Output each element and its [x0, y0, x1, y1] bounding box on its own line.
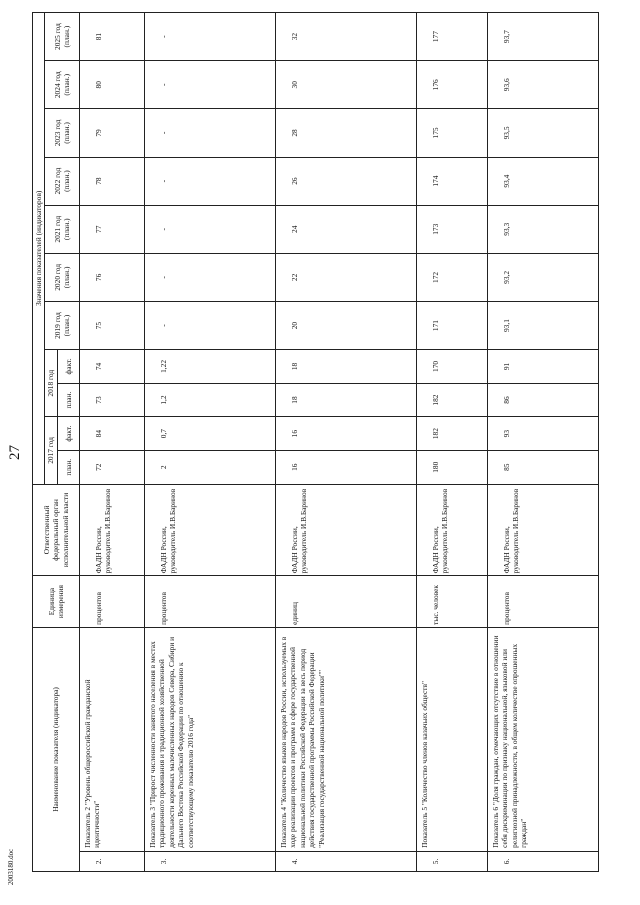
value-cell: 173 [416, 205, 487, 253]
org-cell: ФАДН России, руководитель И.В.Баринов [487, 484, 598, 576]
value-cell: 16 [275, 417, 416, 451]
unit-cell: процентов [79, 576, 144, 628]
page-number: 27 [6, 445, 23, 460]
header-2017-fact: факт. [57, 417, 79, 451]
value-cell: 73 [79, 383, 144, 417]
indicator-name: Показатель 3 "Прирост численности занятого населения в местах традиционного проживания и традиционной хозяйственной деятельности коренных малочисленных народов Севера, Сибири и Дальнего Востока Российской Федерации по отношению к соответствующему показателю 2016 года" [144, 627, 275, 851]
header-name: Наименование показателя (индикатора) [33, 627, 80, 871]
value-cell: 84 [79, 417, 144, 451]
value-cell: 16 [275, 450, 416, 484]
value-cell: 93,2 [487, 253, 598, 301]
indicator-name: Показатель 4 "Количество языков народов России, используемых в ходе реализации проектов и программ в сфере государственной национальной политики Российской Федерации за весь период действия государственной программы Российской Федерации "Реализация государственной национальной политики"" [275, 627, 416, 851]
value-cell: 93,3 [487, 205, 598, 253]
row-number: 6. [487, 851, 598, 871]
row-number: 5. [416, 851, 487, 871]
value-cell: 22 [275, 253, 416, 301]
value-cell: 32 [275, 13, 416, 61]
indicators-table [32, 12, 599, 872]
indicator-name: Показатель 2 "Уровень общероссийской гражданской идентичности" [79, 627, 144, 851]
value-cell: 75 [79, 301, 144, 349]
value-cell: 91 [487, 350, 598, 384]
unit-cell: единиц [275, 576, 416, 628]
table-row [416, 13, 487, 872]
value-cell: - [144, 253, 275, 301]
value-cell: 182 [416, 417, 487, 451]
value-cell: - [144, 205, 275, 253]
table-row [487, 13, 598, 872]
value-cell: - [144, 13, 275, 61]
value-cell: 93 [487, 417, 598, 451]
value-cell: 86 [487, 383, 598, 417]
value-cell: - [144, 61, 275, 109]
value-cell: 18 [275, 350, 416, 384]
value-cell: 93,1 [487, 301, 598, 349]
header-2017-plan: план. [57, 450, 79, 484]
value-cell: 93,7 [487, 13, 598, 61]
value-cell: 85 [487, 450, 598, 484]
value-cell: 0,7 [144, 417, 275, 451]
unit-cell: тыс. человек [416, 576, 487, 628]
value-cell: 79 [79, 109, 144, 157]
value-cell: 72 [79, 450, 144, 484]
value-cell: - [144, 109, 275, 157]
value-cell: 26 [275, 157, 416, 205]
org-cell: ФАДН России, руководитель И.В.Баринов [79, 484, 144, 576]
value-cell: 177 [416, 13, 487, 61]
value-cell: 20 [275, 301, 416, 349]
header-values-group: Значения показателей (индикаторов) [33, 13, 45, 485]
value-cell: 30 [275, 61, 416, 109]
header-2024: 2024 год (план.) [45, 61, 79, 109]
indicator-name: Показатель 6 "Доля граждан, отмечающих отсутствие в отношении себя дискриминации по признаку национальной, языковой или религиозной принадлежности, в общем количестве опрошенных граждан" [487, 627, 598, 851]
value-cell: 28 [275, 109, 416, 157]
header-2025: 2025 год (план.) [45, 13, 79, 61]
value-cell: 1,22 [144, 350, 275, 384]
table-row [275, 13, 416, 872]
header-unit: Единица измерения [33, 576, 80, 628]
org-cell: ФАДН России, руководитель И.В.Баринов [144, 484, 275, 576]
value-cell: 77 [79, 205, 144, 253]
header-org: Ответственный федеральный орган исполнительной власти [33, 484, 80, 576]
header-2018-plan: план. [57, 383, 79, 417]
value-cell: 175 [416, 109, 487, 157]
row-number: 3. [144, 851, 275, 871]
unit-cell: процентов [144, 576, 275, 628]
header-2023: 2023 год (план.) [45, 109, 79, 157]
value-cell: 24 [275, 205, 416, 253]
header-2019: 2019 год (план.) [45, 301, 79, 349]
row-number: 4. [275, 851, 416, 871]
table-row [144, 13, 275, 872]
org-cell: ФАДН России, руководитель И.В.Баринов [275, 484, 416, 576]
value-cell: - [144, 301, 275, 349]
value-cell: 180 [416, 450, 487, 484]
value-cell: 93,6 [487, 61, 598, 109]
header-2018: 2018 год [45, 350, 57, 417]
value-cell: 172 [416, 253, 487, 301]
value-cell: 93,4 [487, 157, 598, 205]
header-2020: 2020 год (план.) [45, 253, 79, 301]
value-cell: 176 [416, 61, 487, 109]
indicator-name: Показатель 5 "Количество членов казачьих обществ" [416, 627, 487, 851]
value-cell: 78 [79, 157, 144, 205]
value-cell: 80 [79, 61, 144, 109]
header-2021: 2021 год (план.) [45, 205, 79, 253]
value-cell: 76 [79, 253, 144, 301]
value-cell: 171 [416, 301, 487, 349]
indicators-table-rotated [32, 12, 634, 872]
header-2017: 2017 год [45, 417, 57, 484]
value-cell: 2 [144, 450, 275, 484]
row-number: 2. [79, 851, 144, 871]
header-2022: 2022 год (план.) [45, 157, 79, 205]
value-cell: - [144, 157, 275, 205]
value-cell: 174 [416, 157, 487, 205]
value-cell: 170 [416, 350, 487, 384]
org-cell: ФАДН России, руководитель И.В.Баринов [416, 484, 487, 576]
value-cell: 74 [79, 350, 144, 384]
header-2018-fact: факт. [57, 350, 79, 384]
table-row [79, 13, 144, 872]
value-cell: 81 [79, 13, 144, 61]
value-cell: 182 [416, 383, 487, 417]
value-cell: 1,2 [144, 383, 275, 417]
footer-code: 2003180.doc [7, 848, 16, 886]
value-cell: 93,5 [487, 109, 598, 157]
value-cell: 18 [275, 383, 416, 417]
unit-cell: процентов [487, 576, 598, 628]
